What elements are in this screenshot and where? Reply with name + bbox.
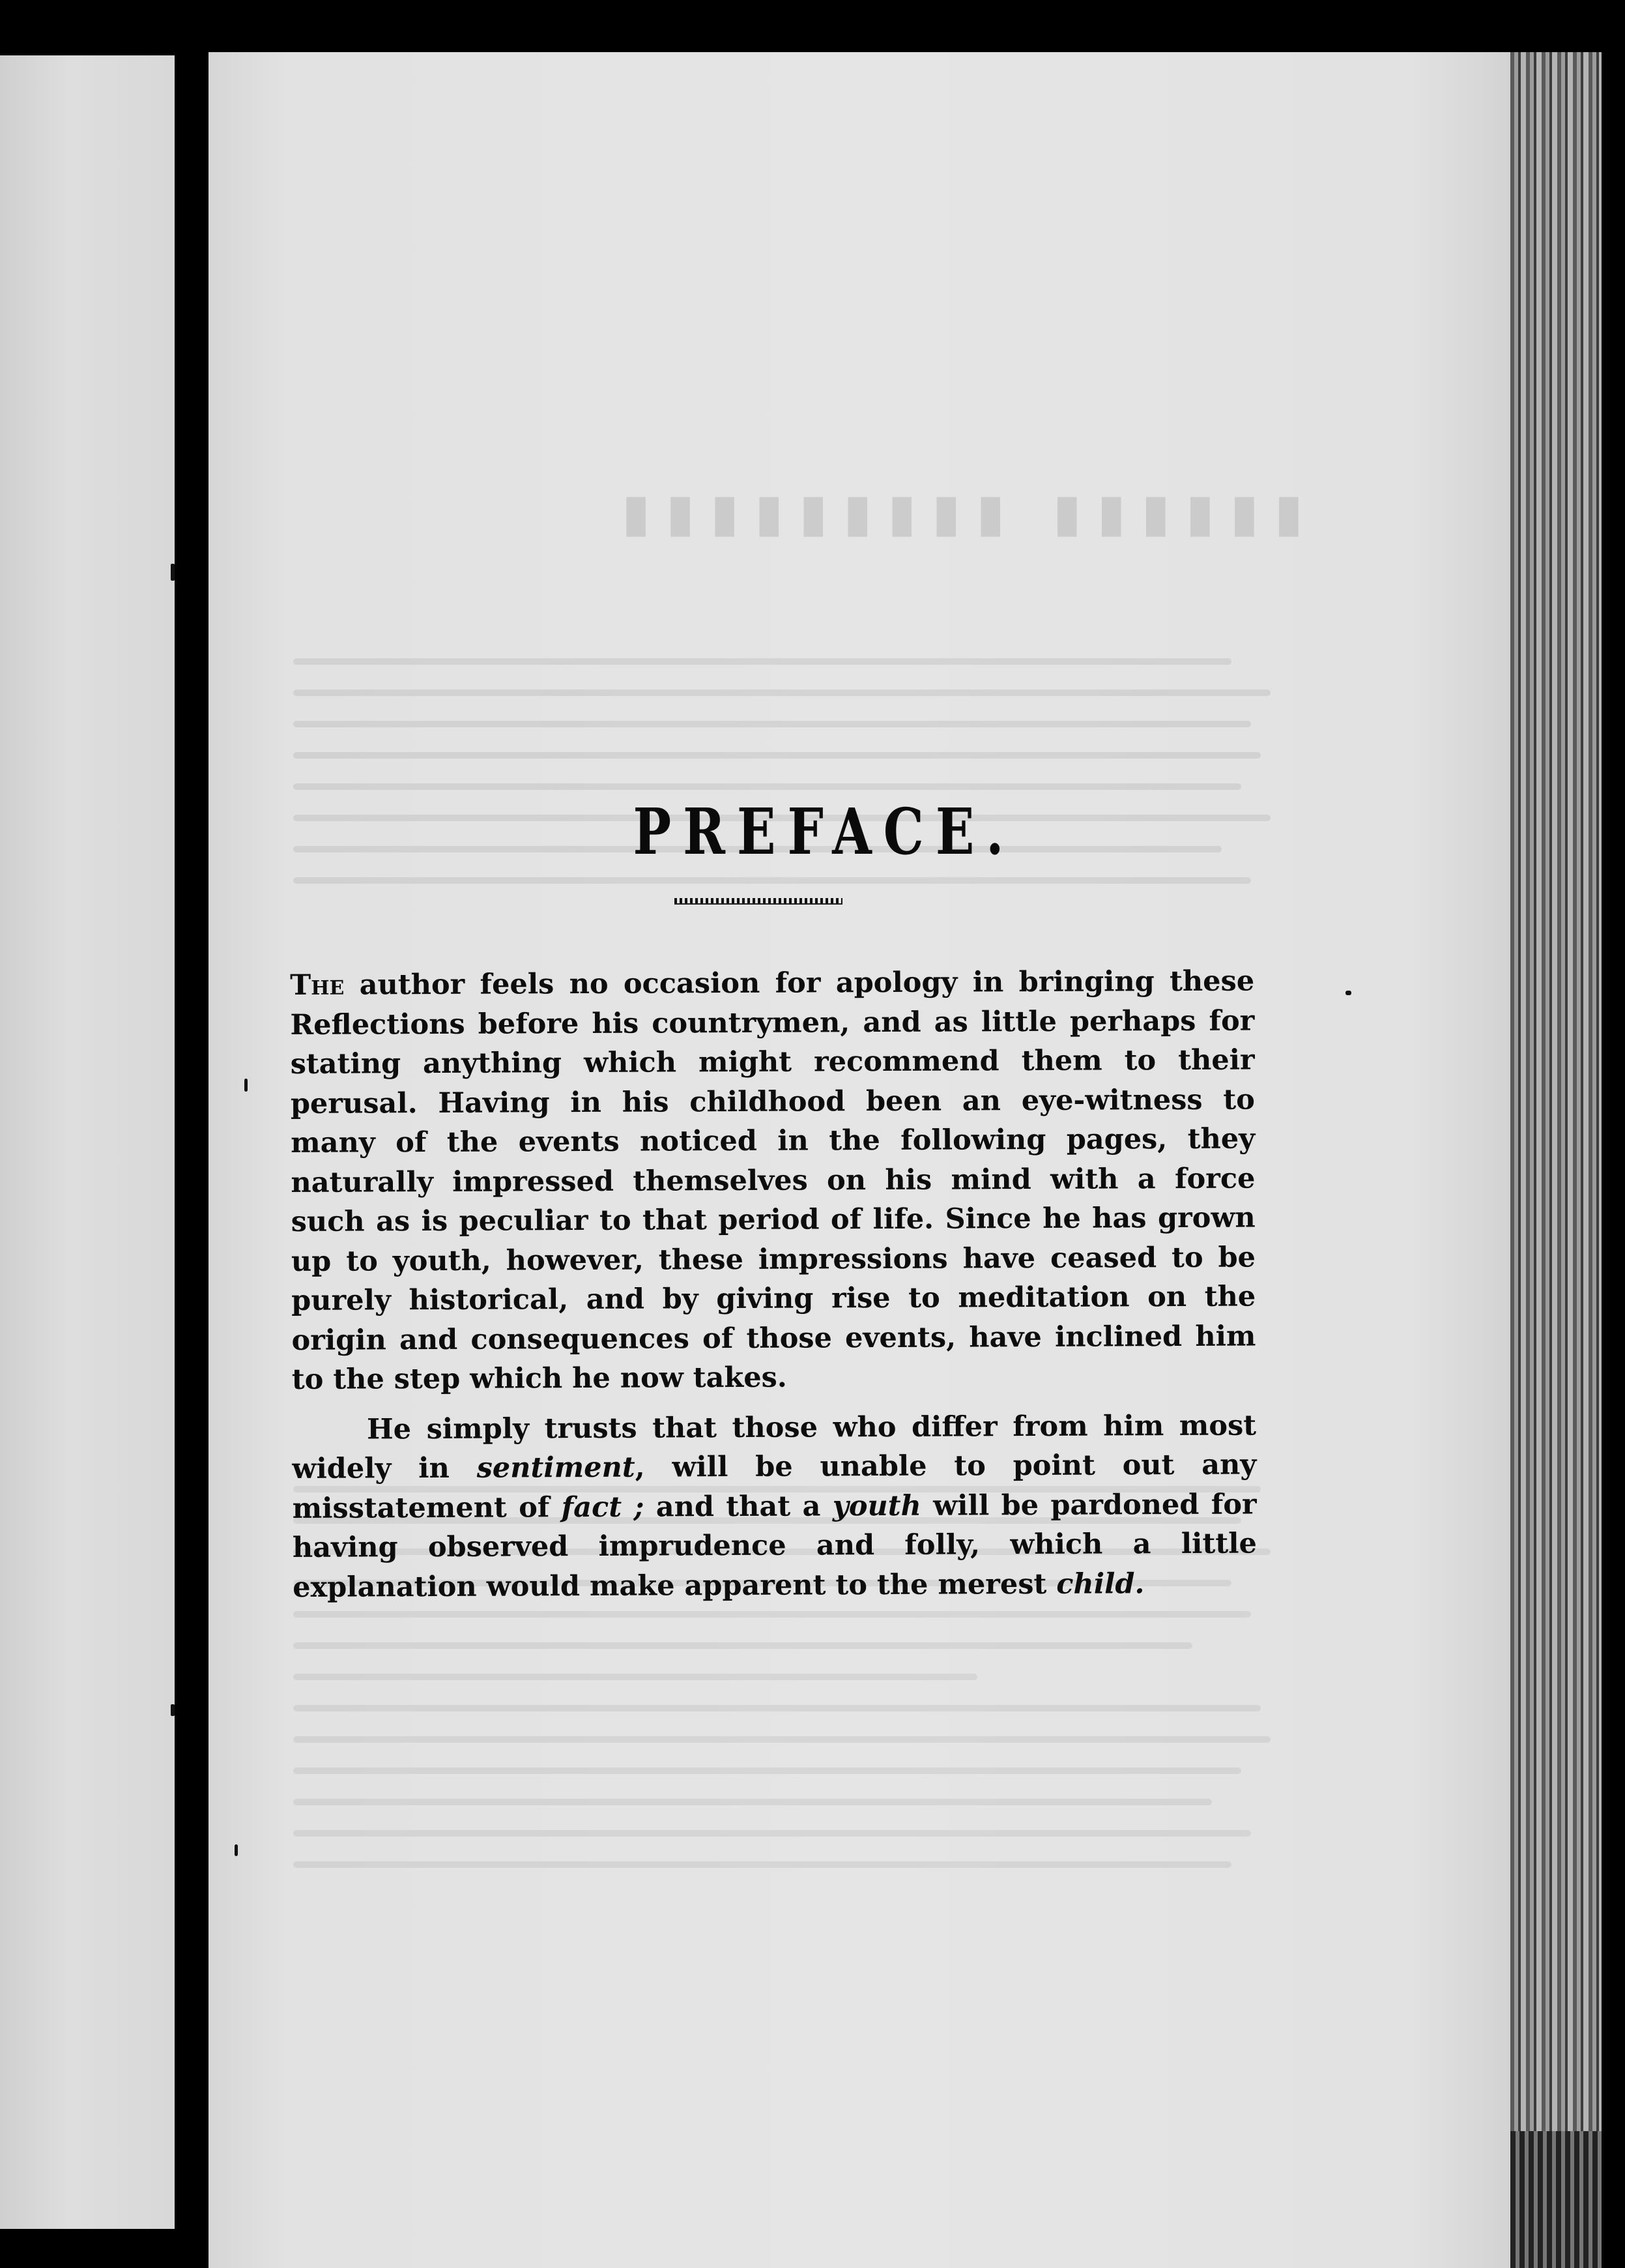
- previous-page-edge: [0, 55, 175, 2229]
- paragraph: [292, 1406, 1257, 1607]
- paragraph-text: author feels no occasion for apology in bringing these Reflections before his countrymen, and as little perhaps for stating anything which might recommend them to their perusal. Having in his childhood been an eye-witness to many of the events noticed in the following pages, they naturally impressed themselves on his mind with a force such as is peculiar to that period of life. Since he has grown up to youth, however, these impressions have ceased to be purely historical, and by giving rise to meditation on the origin and consequences of those events, have inclined him to the step which he now takes.: [290, 965, 1256, 1396]
- page-title: PREFACE.: [633, 795, 1016, 869]
- paragraph-text: will be pardoned for having observed imprudence and folly, which a little explanation would make apparent to the merest: [292, 1488, 1257, 1604]
- italic-word: sentiment: [476, 1451, 635, 1485]
- italic-word: child.: [1056, 1567, 1145, 1601]
- bleed-through-text: ▮▮▮▮▮▮ ▮▮▮▮▮▮▮▮▮: [606, 482, 1303, 543]
- italic-word: youth: [832, 1489, 921, 1522]
- page-edges: [1510, 52, 1602, 2131]
- ink-speck: [1345, 991, 1351, 995]
- preface-body: [290, 962, 1257, 1607]
- paragraph: [290, 962, 1256, 1400]
- bleed-through-lines: [293, 658, 1271, 909]
- ink-speck: [235, 1844, 238, 1856]
- paragraph-text: He simply trusts that those who differ from him most widely in: [292, 1409, 1257, 1485]
- paragraph-text: , will be unable to point out any misstatement of: [292, 1448, 1257, 1525]
- scan-mark: [171, 564, 175, 581]
- ink-speck: [244, 1079, 248, 1092]
- lead-word: The: [290, 968, 345, 1002]
- paragraph-text: and that a: [644, 1489, 833, 1524]
- scan-mark: [171, 1704, 175, 1716]
- page-edges-lower: [1510, 2131, 1602, 2268]
- ornamental-rule: [674, 898, 842, 905]
- italic-word: fact ;: [561, 1490, 644, 1524]
